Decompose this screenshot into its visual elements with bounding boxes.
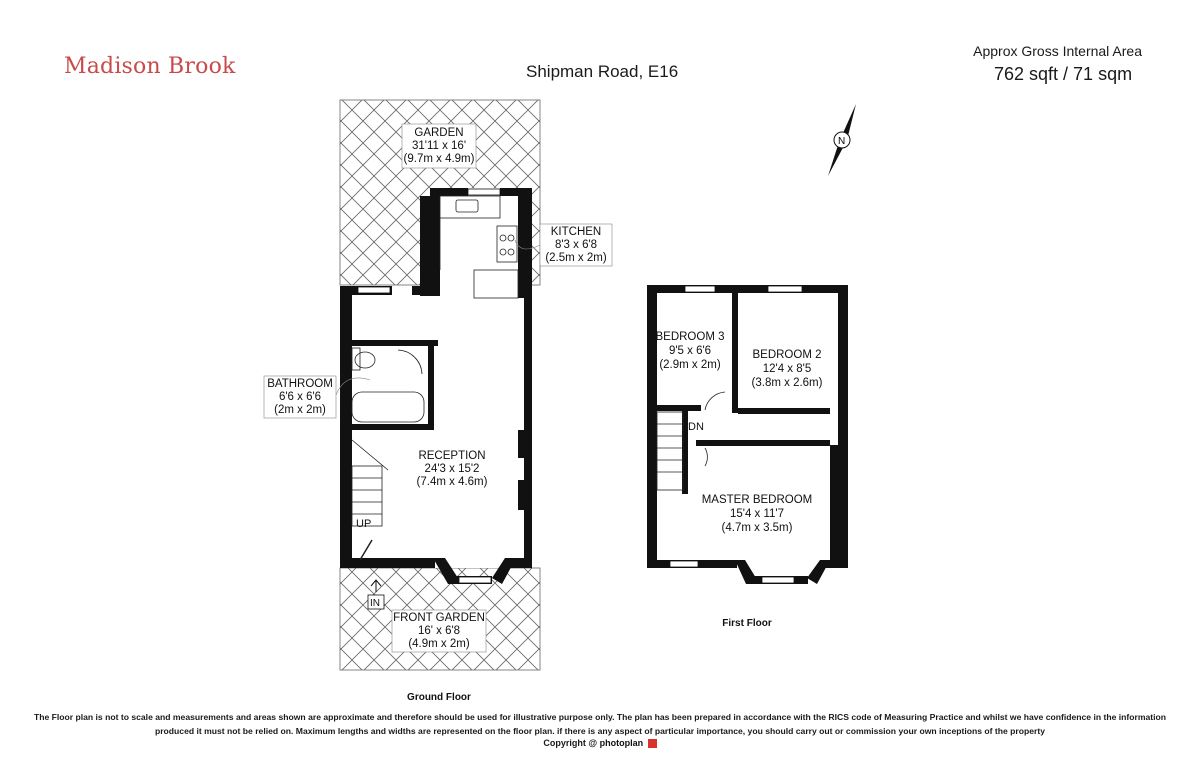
reception-size-imperial: 24'3 x 15'2 [424, 463, 480, 475]
copyright-line [0, 738, 1200, 748]
bedroom2-size-imperial: 12'4 x 8'5 [762, 363, 812, 375]
property-address: Shipman Road, E16 [526, 62, 679, 81]
garden-name: GARDEN [414, 127, 464, 139]
master-bedroom-name: MASTER BEDROOM [701, 494, 813, 506]
master-bedroom-size-metric: (4.7m x 3.5m) [721, 522, 793, 534]
area-label: Approx Gross Internal Area [973, 43, 1142, 59]
front-garden-name: FRONT GARDEN [393, 612, 485, 624]
compass-north-label: N [838, 136, 846, 147]
kitchen-size-imperial: 8'3 x 6'8 [554, 239, 598, 251]
bathroom-size-imperial: 6'6 x 6'6 [278, 391, 322, 403]
front-garden-size-metric: (4.9m x 2m) [408, 638, 470, 650]
garden-size-metric: (9.7m x 4.9m) [403, 153, 475, 165]
bathroom-name: BATHROOM [267, 378, 333, 390]
ground-floor [264, 100, 612, 703]
front-garden-size-imperial: 16' x 6'8 [417, 625, 461, 637]
ground-stair-label: UP [356, 518, 372, 530]
disclaimer-text: The Floor plan is not to scale and measurements and areas shown are approximate and therefore should be used for illustrative purpose only. The plan has been prepared in accordance with the RICS code of Measuring Practice and whilst we have confidence in the information produced it must not be relied on. Maximum lengths and widths are represented on the floor plan. if there is any aspect of particular importance, you should carry out or commission your own inceptions of the property [33, 712, 1167, 736]
bedroom2-size-metric: (3.8m x 2.6m) [751, 377, 823, 389]
photoplan-brand: photoplan [599, 738, 644, 748]
ground-floor-label: Ground Floor [407, 692, 471, 703]
copyright-text: Copyright @ [543, 738, 598, 748]
first-stair-label: DN [688, 421, 704, 433]
master-bedroom-size-imperial: 15'4 x 11'7 [729, 508, 785, 520]
first-floor-walls [647, 285, 848, 584]
bedroom3-size-metric: (2.9m x 2m) [659, 359, 721, 371]
kitchen-size-metric: (2.5m x 2m) [545, 252, 607, 264]
bedroom2-name: BEDROOM 2 [752, 349, 822, 361]
kitchen-name: KITCHEN [550, 226, 602, 238]
first-floor-label: First Floor [722, 618, 772, 629]
reception-size-metric: (7.4m x 4.6m) [416, 476, 488, 488]
bedroom3-size-imperial: 9'5 x 6'6 [668, 345, 712, 357]
compass [828, 104, 856, 176]
company-logo: Madison Brook [64, 54, 236, 79]
bedroom3-name: BEDROOM 3 [655, 331, 725, 343]
photoplan-logo-icon [648, 739, 657, 748]
garden-size-imperial: 31'11 x 16' [411, 140, 467, 152]
bathroom-size-metric: (2m x 2m) [274, 404, 326, 416]
entrance-label: IN [370, 598, 380, 609]
reception-name: RECEPTION [418, 450, 486, 462]
first-floor [647, 285, 848, 629]
area-value: 762 sqft / 71 sqm [994, 64, 1133, 84]
